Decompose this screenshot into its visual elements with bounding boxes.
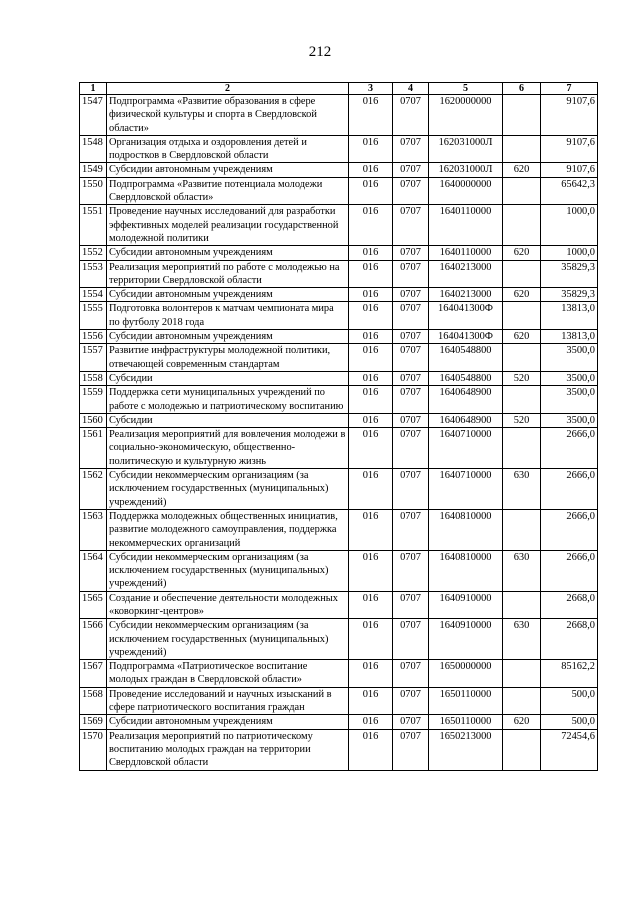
- table-row: [80, 205, 598, 246]
- row-section-code: 0707: [393, 660, 429, 688]
- row-name: Поддержка молодежных общественных инициатив, развитие молодежного самоуправления, поддержка некоммерческих организаций: [107, 509, 349, 550]
- row-ministry-code: 016: [349, 205, 393, 246]
- row-section-code: 0707: [393, 413, 429, 427]
- row-target-article-code: 1640648900: [429, 386, 503, 414]
- row-expense-type-code: [503, 386, 541, 414]
- row-amount: 2668,0: [541, 619, 598, 660]
- row-expense-type-code: 630: [503, 550, 541, 591]
- table-row: [80, 660, 598, 688]
- col-header-1: 1: [80, 83, 107, 95]
- row-name: Подпрограмма «Развитие потенциала молодежи Свердловской области»: [107, 177, 349, 205]
- row-expense-type-code: [503, 260, 541, 288]
- row-expense-type-code: 620: [503, 715, 541, 729]
- table-row: [80, 550, 598, 591]
- row-ministry-code: 016: [349, 660, 393, 688]
- row-ministry-code: 016: [349, 509, 393, 550]
- row-name: Подпрограмма «Развитие образования в сфере физической культуры и спорта в Свердловской области»: [107, 95, 349, 136]
- col-header-7: 7: [541, 83, 598, 95]
- table-row: [80, 687, 598, 715]
- row-ministry-code: 016: [349, 288, 393, 302]
- table-row: [80, 371, 598, 385]
- col-header-4: 4: [393, 83, 429, 95]
- row-number: 1551: [80, 205, 107, 246]
- row-expense-type-code: [503, 205, 541, 246]
- row-name: Подпрограмма «Патриотическое воспитание молодых граждан в Свердловской области»: [107, 660, 349, 688]
- row-number: 1555: [80, 302, 107, 330]
- row-section-code: 0707: [393, 163, 429, 177]
- row-amount: 1000,0: [541, 246, 598, 260]
- row-expense-type-code: 630: [503, 469, 541, 510]
- row-target-article-code: 162031000Л: [429, 135, 503, 163]
- table-row: [80, 619, 598, 660]
- row-name: Субсидии автономным учреждениям: [107, 715, 349, 729]
- row-amount: 2666,0: [541, 469, 598, 510]
- table-row: [80, 260, 598, 288]
- row-ministry-code: 016: [349, 371, 393, 385]
- row-expense-type-code: [503, 687, 541, 715]
- row-amount: 72454,6: [541, 729, 598, 770]
- row-name: Субсидии некоммерческим организациям (за исключением государственных (муниципальных) учреждений): [107, 619, 349, 660]
- row-target-article-code: 1640710000: [429, 428, 503, 469]
- row-expense-type-code: 520: [503, 413, 541, 427]
- row-name: Поддержка сети муниципальных учреждений по работе с молодежью и патриотическому воспитанию: [107, 386, 349, 414]
- row-name: Субсидии некоммерческим организациям (за исключением государственных (муниципальных) учреждений): [107, 550, 349, 591]
- table-row: [80, 729, 598, 770]
- row-expense-type-code: [503, 344, 541, 372]
- row-expense-type-code: 620: [503, 163, 541, 177]
- row-section-code: 0707: [393, 619, 429, 660]
- row-number: 1563: [80, 509, 107, 550]
- table-row: [80, 344, 598, 372]
- row-amount: 35829,3: [541, 288, 598, 302]
- row-target-article-code: 1640110000: [429, 205, 503, 246]
- row-number: 1568: [80, 687, 107, 715]
- row-section-code: 0707: [393, 371, 429, 385]
- row-section-code: 0707: [393, 428, 429, 469]
- row-amount: 13813,0: [541, 302, 598, 330]
- row-target-article-code: 1640548800: [429, 344, 503, 372]
- table-row: [80, 591, 598, 619]
- row-section-code: 0707: [393, 687, 429, 715]
- table-row: [80, 386, 598, 414]
- row-amount: 85162,2: [541, 660, 598, 688]
- table-row: [80, 413, 598, 427]
- row-target-article-code: 1640810000: [429, 509, 503, 550]
- row-expense-type-code: [503, 95, 541, 136]
- row-number: 1554: [80, 288, 107, 302]
- row-ministry-code: 016: [349, 619, 393, 660]
- row-section-code: 0707: [393, 177, 429, 205]
- row-number: 1562: [80, 469, 107, 510]
- row-name: Субсидии автономным учреждениям: [107, 288, 349, 302]
- row-amount: 2666,0: [541, 550, 598, 591]
- row-target-article-code: 1640213000: [429, 288, 503, 302]
- row-section-code: 0707: [393, 509, 429, 550]
- budget-table: [79, 82, 598, 771]
- row-section-code: 0707: [393, 135, 429, 163]
- row-name: Создание и обеспечение деятельности молодежных «коворкинг-центров»: [107, 591, 349, 619]
- row-expense-type-code: [503, 135, 541, 163]
- row-expense-type-code: 630: [503, 619, 541, 660]
- row-name: Субсидии некоммерческим организациям (за исключением государственных (муниципальных) учреждений): [107, 469, 349, 510]
- row-section-code: 0707: [393, 95, 429, 136]
- row-amount: 3500,0: [541, 344, 598, 372]
- row-ministry-code: 016: [349, 344, 393, 372]
- row-ministry-code: 016: [349, 413, 393, 427]
- row-section-code: 0707: [393, 205, 429, 246]
- row-target-article-code: 1650110000: [429, 687, 503, 715]
- table-row: [80, 715, 598, 729]
- row-section-code: 0707: [393, 591, 429, 619]
- row-amount: 3500,0: [541, 386, 598, 414]
- table-row: [80, 288, 598, 302]
- row-number: 1564: [80, 550, 107, 591]
- row-target-article-code: 1640910000: [429, 591, 503, 619]
- row-name: Проведение научных исследований для разработки эффективных моделей реализации государственной молодежной политики: [107, 205, 349, 246]
- row-target-article-code: 1640110000: [429, 246, 503, 260]
- row-target-article-code: 1640810000: [429, 550, 503, 591]
- row-expense-type-code: 620: [503, 330, 541, 344]
- row-ministry-code: 016: [349, 469, 393, 510]
- table-row: [80, 177, 598, 205]
- row-ministry-code: 016: [349, 177, 393, 205]
- row-name: Подготовка волонтеров к матчам чемпионата мира по футболу 2018 года: [107, 302, 349, 330]
- row-section-code: 0707: [393, 260, 429, 288]
- row-number: 1561: [80, 428, 107, 469]
- row-target-article-code: 1640000000: [429, 177, 503, 205]
- row-amount: 9107,6: [541, 135, 598, 163]
- row-target-article-code: 1640910000: [429, 619, 503, 660]
- row-amount: 500,0: [541, 715, 598, 729]
- row-amount: 3500,0: [541, 371, 598, 385]
- row-name: Реализация мероприятий по работе с молодежью на территории Свердловской области: [107, 260, 349, 288]
- row-amount: 65642,3: [541, 177, 598, 205]
- row-number: 1569: [80, 715, 107, 729]
- row-target-article-code: 1640213000: [429, 260, 503, 288]
- row-ministry-code: 016: [349, 95, 393, 136]
- row-ministry-code: 016: [349, 687, 393, 715]
- row-amount: 9107,6: [541, 95, 598, 136]
- row-amount: 2668,0: [541, 591, 598, 619]
- table-row: [80, 330, 598, 344]
- row-ministry-code: 016: [349, 428, 393, 469]
- row-section-code: 0707: [393, 330, 429, 344]
- row-number: 1557: [80, 344, 107, 372]
- row-section-code: 0707: [393, 386, 429, 414]
- row-expense-type-code: 620: [503, 288, 541, 302]
- row-number: 1570: [80, 729, 107, 770]
- row-number: 1567: [80, 660, 107, 688]
- budget-table-body: [80, 95, 598, 771]
- row-name: Проведение исследований и научных изысканий в сфере патриотического воспитания граждан: [107, 687, 349, 715]
- row-number: 1547: [80, 95, 107, 136]
- row-ministry-code: 016: [349, 591, 393, 619]
- row-number: 1552: [80, 246, 107, 260]
- row-expense-type-code: [503, 660, 541, 688]
- row-target-article-code: 1640710000: [429, 469, 503, 510]
- col-header-3: 3: [349, 83, 393, 95]
- row-number: 1565: [80, 591, 107, 619]
- row-amount: 2666,0: [541, 509, 598, 550]
- row-amount: 3500,0: [541, 413, 598, 427]
- row-ministry-code: 016: [349, 330, 393, 344]
- row-amount: 500,0: [541, 687, 598, 715]
- col-header-5: 5: [429, 83, 503, 95]
- row-ministry-code: 016: [349, 163, 393, 177]
- row-name: Субсидии автономным учреждениям: [107, 246, 349, 260]
- table-row: [80, 428, 598, 469]
- row-target-article-code: 164041300Ф: [429, 330, 503, 344]
- row-expense-type-code: [503, 509, 541, 550]
- row-number: 1556: [80, 330, 107, 344]
- row-number: 1559: [80, 386, 107, 414]
- row-target-article-code: 1640548800: [429, 371, 503, 385]
- row-ministry-code: 016: [349, 302, 393, 330]
- row-name: Субсидии автономным учреждениям: [107, 163, 349, 177]
- table-row: [80, 163, 598, 177]
- row-section-code: 0707: [393, 246, 429, 260]
- row-expense-type-code: 520: [503, 371, 541, 385]
- row-name: Реализация мероприятий для вовлечения молодежи в социально-экономическую, общественно-политическую и культурную жизнь: [107, 428, 349, 469]
- row-section-code: 0707: [393, 550, 429, 591]
- row-expense-type-code: [503, 177, 541, 205]
- row-name: Субсидии: [107, 371, 349, 385]
- row-target-article-code: 162031000Л: [429, 163, 503, 177]
- row-amount: 13813,0: [541, 330, 598, 344]
- row-target-article-code: 1650213000: [429, 729, 503, 770]
- row-section-code: 0707: [393, 729, 429, 770]
- table-row: [80, 95, 598, 136]
- row-ministry-code: 016: [349, 729, 393, 770]
- row-name: Реализация мероприятий по патриотическому воспитанию молодых граждан на территории Свердловской области: [107, 729, 349, 770]
- table-row: [80, 509, 598, 550]
- row-target-article-code: 1640648900: [429, 413, 503, 427]
- row-section-code: 0707: [393, 715, 429, 729]
- col-header-6: 6: [503, 83, 541, 95]
- row-name: Субсидии: [107, 413, 349, 427]
- row-amount: 2666,0: [541, 428, 598, 469]
- row-amount: 35829,3: [541, 260, 598, 288]
- row-amount: 9107,6: [541, 163, 598, 177]
- row-target-article-code: 164041300Ф: [429, 302, 503, 330]
- row-name: Субсидии автономным учреждениям: [107, 330, 349, 344]
- header-row: [80, 83, 598, 95]
- row-name: Организация отдыха и оздоровления детей и подростков в Свердловской области: [107, 135, 349, 163]
- row-target-article-code: 1650000000: [429, 660, 503, 688]
- row-expense-type-code: 620: [503, 246, 541, 260]
- row-number: 1566: [80, 619, 107, 660]
- row-number: 1549: [80, 163, 107, 177]
- row-name: Развитие инфраструктуры молодежной политики, отвечающей современным стандартам: [107, 344, 349, 372]
- table-row: [80, 135, 598, 163]
- row-number: 1560: [80, 413, 107, 427]
- table-row: [80, 469, 598, 510]
- row-number: 1550: [80, 177, 107, 205]
- row-ministry-code: 016: [349, 246, 393, 260]
- row-target-article-code: 1620000000: [429, 95, 503, 136]
- row-section-code: 0707: [393, 288, 429, 302]
- row-ministry-code: 016: [349, 715, 393, 729]
- row-number: 1558: [80, 371, 107, 385]
- row-ministry-code: 016: [349, 550, 393, 591]
- row-section-code: 0707: [393, 344, 429, 372]
- row-ministry-code: 016: [349, 135, 393, 163]
- row-number: 1548: [80, 135, 107, 163]
- row-expense-type-code: [503, 428, 541, 469]
- table-row: [80, 302, 598, 330]
- row-number: 1553: [80, 260, 107, 288]
- row-section-code: 0707: [393, 302, 429, 330]
- row-amount: 1000,0: [541, 205, 598, 246]
- page-number: 212: [308, 44, 332, 60]
- row-target-article-code: 1650110000: [429, 715, 503, 729]
- row-ministry-code: 016: [349, 386, 393, 414]
- row-section-code: 0707: [393, 469, 429, 510]
- row-expense-type-code: [503, 591, 541, 619]
- row-expense-type-code: [503, 729, 541, 770]
- row-expense-type-code: [503, 302, 541, 330]
- col-header-2: 2: [107, 83, 349, 95]
- row-ministry-code: 016: [349, 260, 393, 288]
- table-row: [80, 246, 598, 260]
